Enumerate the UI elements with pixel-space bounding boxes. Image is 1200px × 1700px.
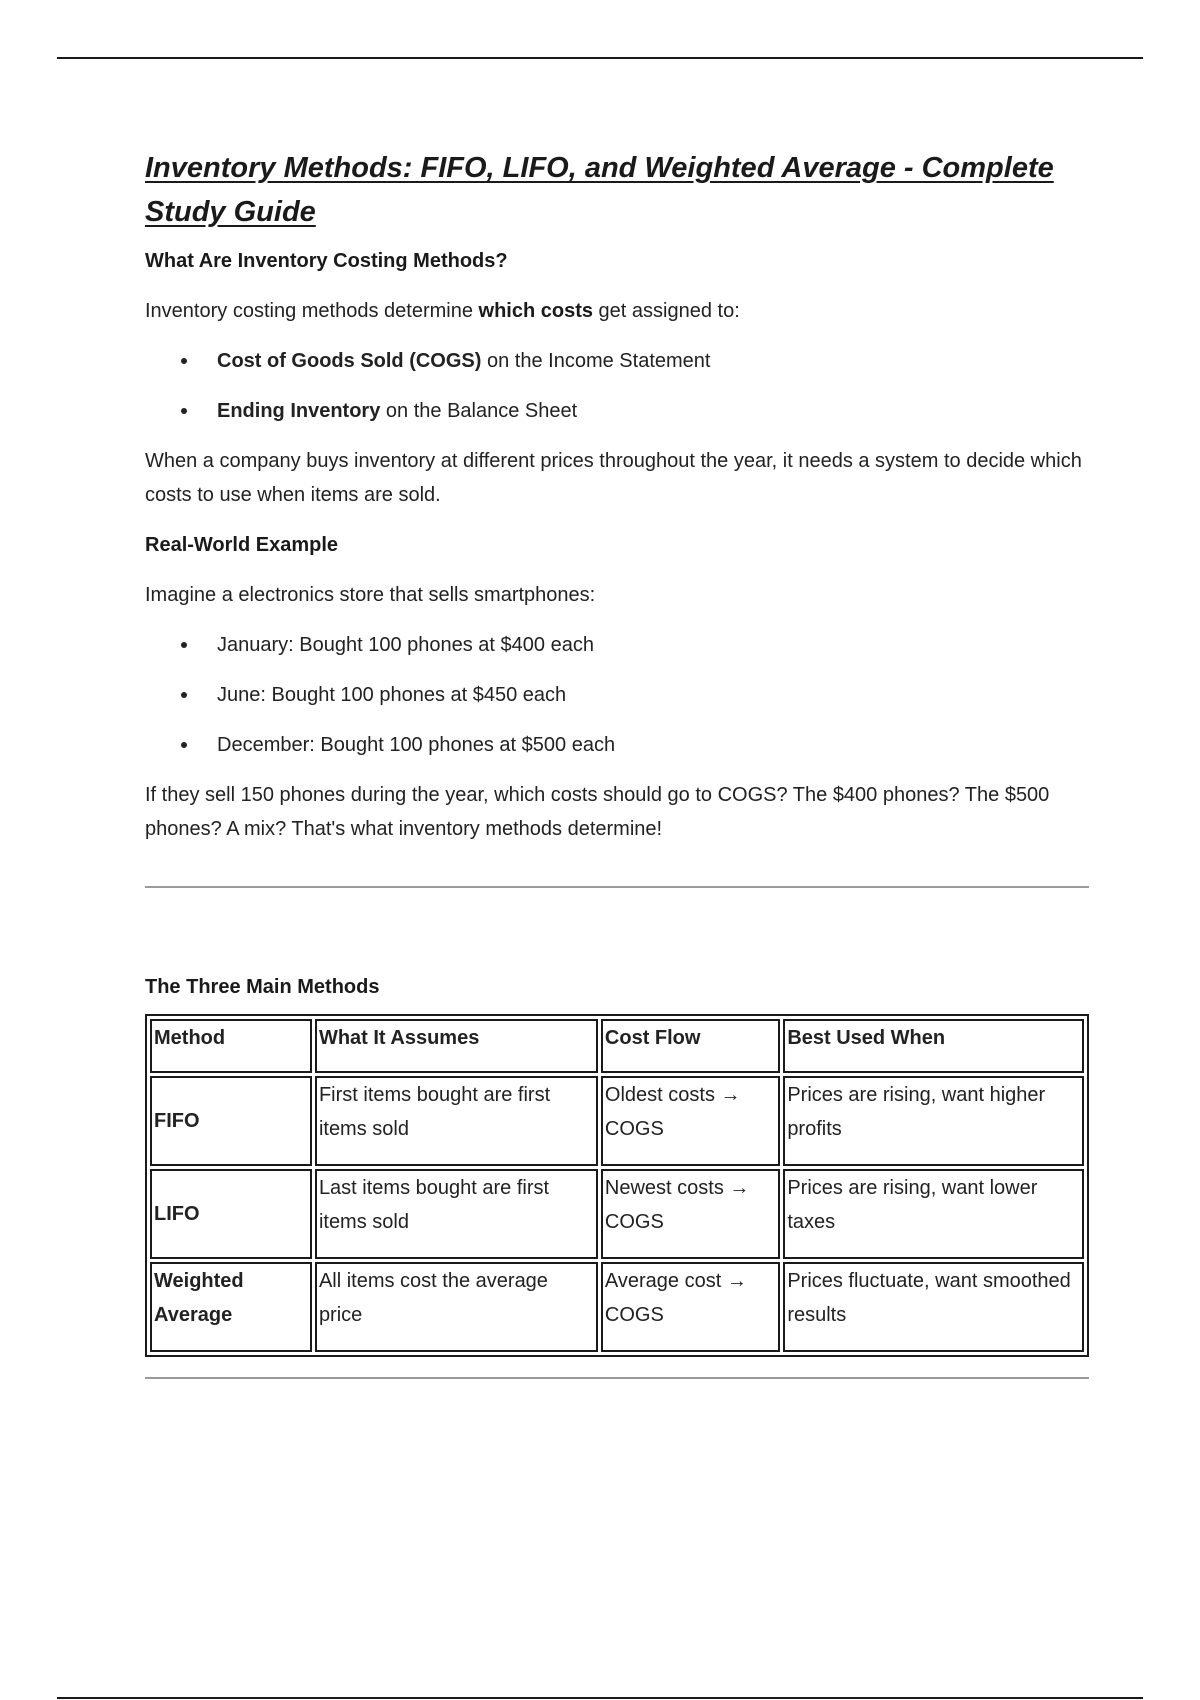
methods-table	[145, 1014, 1089, 1357]
list-item: June: Bought 100 phones at $450 each	[145, 678, 1089, 712]
column-header-method: Method	[150, 1019, 312, 1073]
section-heading-real-world-example: Real-World Example	[145, 534, 339, 556]
costing-intro-paragraph: Inventory costing methods determine which costs get assigned to:	[145, 300, 740, 322]
best-used-cell: Prices are rising, want higher profits	[783, 1076, 1084, 1166]
example-question-paragraph: If they sell 150 phones during the year, which costs should go to COGS? The $400 phones? The $500 phones? A mix? That's what inventory methods determine!	[145, 784, 1050, 840]
method-cell: LIFO	[150, 1169, 312, 1259]
costing-explanation-paragraph: When a company buys inventory at different prices throughout the year, it needs a system to decide which costs to use when items are sold.	[145, 450, 1082, 506]
page-top-rule	[57, 57, 1143, 59]
example-intro-paragraph: Imagine a electronics store that sells smartphones:	[145, 584, 596, 606]
assignment-list	[145, 344, 1089, 428]
assumes-cell: All items cost the average price	[315, 1262, 598, 1352]
best-used-cell: Prices are rising, want lower taxes	[783, 1169, 1084, 1259]
document-title: Inventory Methods: FIFO, LIFO, and Weighted Average - Complete Study Guide	[145, 152, 1054, 228]
list-item: December: Bought 100 phones at $500 each	[145, 728, 1089, 762]
bullet-icon	[181, 408, 187, 414]
assumes-cell: First items bought are first items sold	[315, 1076, 598, 1166]
list-item: Ending Inventory on the Balance Sheet	[145, 394, 1089, 428]
bullet-icon	[181, 642, 187, 648]
method-cell: Weighted Average	[150, 1262, 312, 1352]
list-item: January: Bought 100 phones at $400 each	[145, 628, 1089, 662]
section-divider	[145, 886, 1089, 888]
column-header-best-used: Best Used When	[783, 1019, 1084, 1073]
method-cell: FIFO	[150, 1076, 312, 1166]
section-heading-three-methods: The Three Main Methods	[145, 976, 380, 998]
assumes-cell: Last items bought are first items sold	[315, 1169, 598, 1259]
section-heading-costing-methods: What Are Inventory Costing Methods?	[145, 250, 508, 272]
list-item: Cost of Goods Sold (COGS) on the Income Statement	[145, 344, 1089, 378]
column-header-cost-flow: Cost Flow	[601, 1019, 780, 1073]
section-divider	[145, 1377, 1089, 1379]
cost-flow-cell: Average cost → COGS	[601, 1262, 780, 1352]
best-used-cell: Prices fluctuate, want smoothed results	[783, 1262, 1084, 1352]
cost-flow-cell: Oldest costs → COGS	[601, 1076, 780, 1166]
purchase-list	[145, 628, 1089, 762]
table-row	[150, 1262, 1084, 1352]
bullet-icon	[181, 358, 187, 364]
bullet-icon	[181, 692, 187, 698]
table-row	[150, 1169, 1084, 1259]
bullet-icon	[181, 742, 187, 748]
page-bottom-rule	[57, 1697, 1143, 1699]
column-header-assumes: What It Assumes	[315, 1019, 598, 1073]
cost-flow-cell: Newest costs → COGS	[601, 1169, 780, 1259]
table-row	[150, 1076, 1084, 1166]
table-header-row	[150, 1019, 1084, 1073]
document-body	[145, 146, 1089, 1379]
